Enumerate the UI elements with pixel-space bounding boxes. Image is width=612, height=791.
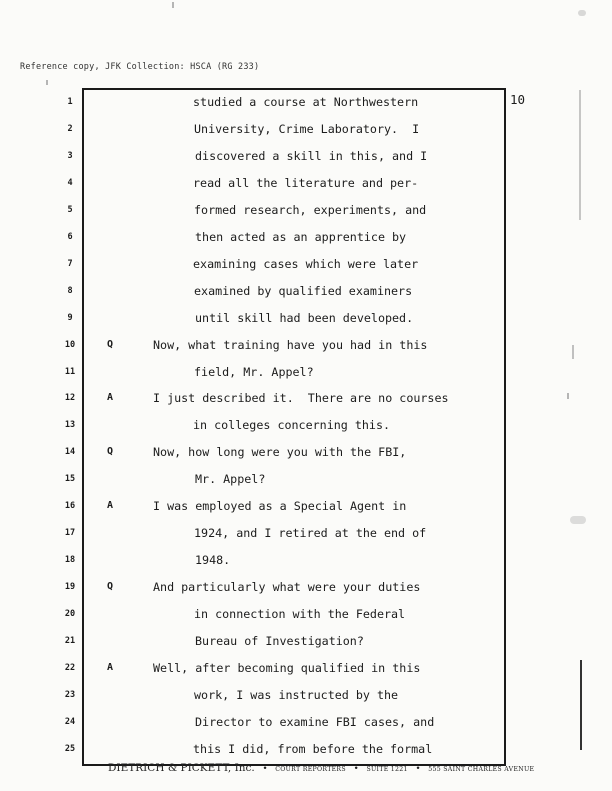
line-text: examining cases which were later xyxy=(193,256,419,271)
line-text: discovered a skill in this, and I xyxy=(195,148,428,163)
line-number: 6 xyxy=(67,231,73,242)
scan-speck xyxy=(570,516,586,524)
transcript-line xyxy=(0,739,612,759)
scan-speck xyxy=(578,10,586,16)
transcript-line xyxy=(0,442,612,462)
transcript-line xyxy=(0,658,612,678)
line-number: 14 xyxy=(64,447,76,458)
transcript-line xyxy=(0,469,612,489)
transcript-line xyxy=(0,227,612,247)
firm-role: COURT REPORTERS xyxy=(275,766,346,773)
transcript-line xyxy=(0,281,612,301)
transcript-line xyxy=(0,712,612,732)
line-number: 16 xyxy=(64,501,76,512)
transcript-line xyxy=(0,92,612,112)
line-number: 22 xyxy=(64,662,76,673)
line-number: 5 xyxy=(67,204,73,215)
line-number: 11 xyxy=(64,366,76,377)
scan-edge-mark xyxy=(580,660,582,750)
scan-speck xyxy=(567,393,569,399)
line-number: 17 xyxy=(64,528,76,539)
scan-edge-mark xyxy=(572,345,574,359)
reference-note: Reference copy, JFK Collection: HSCA (RG 233) xyxy=(20,62,260,72)
line-text: work, I was instructed by the xyxy=(194,687,399,702)
reporter-footer xyxy=(108,762,534,774)
line-text: Mr. Appel? xyxy=(195,472,266,487)
line-text: Now, how long were you with the FBI, xyxy=(153,445,407,460)
line-text: 1948. xyxy=(195,553,231,568)
transcript-line xyxy=(0,523,612,543)
page-number: 10 xyxy=(510,92,526,107)
speaker-label: Q xyxy=(107,446,114,458)
line-number: 2 xyxy=(67,123,73,134)
line-text: Well, after becoming qualified in this xyxy=(153,660,421,675)
line-text: Director to examine FBI cases, and xyxy=(195,714,435,729)
line-number: 1 xyxy=(67,97,73,107)
line-number: 4 xyxy=(67,177,73,188)
line-number: 20 xyxy=(64,609,76,620)
line-text: this I did, from before the formal xyxy=(193,741,433,756)
line-text: I just described it. There are no courses xyxy=(153,391,449,406)
transcript-line xyxy=(0,254,612,274)
line-text: And particularly what were your duties xyxy=(153,580,421,595)
line-number: 21 xyxy=(64,636,76,646)
line-number: 9 xyxy=(67,312,73,323)
firm-name: DIETRICH & PICKETT, Inc. xyxy=(108,762,255,774)
transcript-line xyxy=(0,173,612,193)
line-text: examined by qualified examiners xyxy=(194,283,413,298)
separator-dot: • xyxy=(353,764,359,774)
line-text: in connection with the Federal xyxy=(194,607,406,622)
speaker-label: A xyxy=(107,661,114,673)
line-number: 12 xyxy=(64,393,76,404)
line-text: until skill had been developed. xyxy=(195,310,414,325)
line-number: 25 xyxy=(64,743,76,754)
speaker-label: Q xyxy=(107,338,114,350)
transcript-line xyxy=(0,604,612,624)
transcript-line xyxy=(0,496,612,516)
transcript-line xyxy=(0,550,612,570)
separator-dot: • xyxy=(262,764,268,774)
transcript-line xyxy=(0,335,612,355)
transcript-line xyxy=(0,146,612,166)
line-number: 3 xyxy=(67,150,73,161)
line-number: 18 xyxy=(64,555,76,566)
transcript-line xyxy=(0,388,612,408)
line-text: I was employed as a Special Agent in xyxy=(153,499,407,514)
transcript-line xyxy=(0,631,612,651)
line-number: 10 xyxy=(64,339,76,350)
line-text: Bureau of Investigation? xyxy=(195,634,364,648)
line-text: formed research, experiments, and xyxy=(194,202,427,217)
speaker-label: A xyxy=(107,500,114,512)
transcript-line xyxy=(0,685,612,705)
transcript-line xyxy=(0,308,612,328)
line-number: 24 xyxy=(64,716,76,727)
line-number: 19 xyxy=(64,582,76,593)
line-text: in colleges concerning this. xyxy=(193,418,391,433)
transcript-line xyxy=(0,415,612,435)
line-text: studied a course at Northwestern xyxy=(193,95,419,109)
transcript-line xyxy=(0,200,612,220)
transcript-line xyxy=(0,119,612,139)
firm-address: 555 SAINT CHARLES AVENUE xyxy=(428,766,535,773)
line-text: 1924, and I retired at the end of xyxy=(194,526,427,541)
transcript-line xyxy=(0,577,612,597)
line-text: Now, what training have you had in this xyxy=(153,337,428,352)
line-text: University, Crime Laboratory. I xyxy=(194,121,420,136)
separator-dot: • xyxy=(415,764,421,774)
scan-edge-mark xyxy=(579,90,581,220)
line-text: then acted as an apprentice by xyxy=(195,229,407,244)
line-text: read all the literature and per- xyxy=(193,175,419,190)
speaker-label: Q xyxy=(107,581,114,593)
line-text: field, Mr. Appel? xyxy=(194,364,314,379)
line-number: 7 xyxy=(67,258,73,269)
line-number: 23 xyxy=(64,689,76,700)
firm-suite: SUITE 1221 xyxy=(366,766,408,773)
transcript-line xyxy=(0,362,612,382)
speaker-label: A xyxy=(107,392,114,404)
scan-speck xyxy=(172,2,174,8)
line-number: 8 xyxy=(67,285,73,296)
line-number: 13 xyxy=(64,420,76,431)
line-number: 15 xyxy=(64,474,76,485)
scan-speck xyxy=(46,80,48,85)
